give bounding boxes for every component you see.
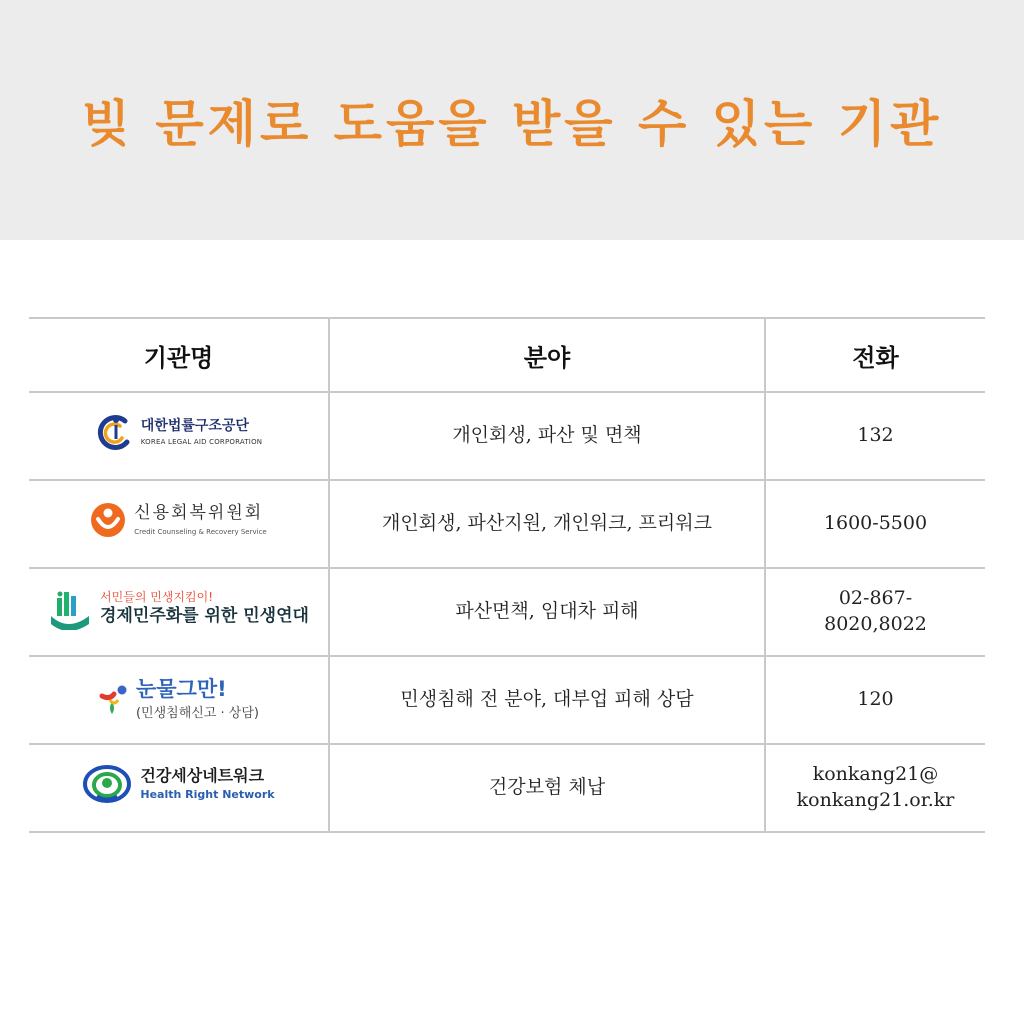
health-right-name: 건강세상네트워크 — [140, 766, 265, 786]
organization-cell — [29, 744, 329, 832]
phone-cell — [765, 656, 985, 744]
field-cell: 개인회생, 파산지원, 개인워크, 프리워크 — [329, 480, 765, 568]
health-right-logo — [82, 764, 274, 804]
organization-cell — [29, 656, 329, 744]
legal-aid-subtitle: KOREA LEGAL AID CORPORATION — [140, 438, 263, 447]
organizations-table — [29, 317, 985, 833]
table-row — [29, 656, 985, 744]
field-cell: 개인회생, 파산 및 면책 — [329, 392, 765, 480]
phone-line: 132 — [857, 424, 894, 447]
organization-cell — [29, 480, 329, 568]
legal-aid-logo-icon — [95, 413, 133, 451]
table-row — [29, 744, 985, 832]
field-cell: 파산면책, 임대차 피해 — [329, 568, 765, 656]
minsaeng-logo-icon — [48, 586, 92, 630]
health-right-subtitle: Health Right Network — [140, 788, 275, 802]
health-right-logo-icon — [82, 764, 132, 804]
phone-line: konkang21.or.kr — [796, 789, 955, 811]
tears-stop-logo-icon — [98, 680, 128, 718]
phone-line: 1600-5500 — [823, 512, 928, 535]
field-cell: 민생침해 전 분야, 대부업 피해 상담 — [329, 656, 765, 744]
tears-stop-subtitle: (민생침해신고 · 상담) — [135, 706, 259, 722]
phone-line: 120 — [857, 688, 894, 711]
phone-cell — [765, 392, 985, 480]
phone-cell — [765, 480, 985, 568]
minsaeng-logo — [48, 586, 309, 630]
credit-recovery-logo — [90, 502, 267, 538]
credit-recovery-logo-icon — [90, 502, 126, 538]
tears-stop-logo — [98, 675, 259, 723]
title-banner — [0, 0, 1024, 240]
minsaeng-tagline: 서민들의 민생지킴이! — [100, 589, 214, 604]
table-row — [29, 568, 985, 656]
phone-cell — [765, 744, 985, 832]
table-header-row — [29, 318, 985, 392]
phone-line: 8020,8022 — [824, 613, 927, 635]
minsaeng-name: 경제민주화를 위한 민생연대 — [100, 605, 309, 626]
credit-recovery-name: 신용회복위원회 — [134, 503, 264, 524]
header-phone: 전화 — [765, 318, 985, 392]
page-title: 빚 문제로 도움을 받을 수 있는 기관 — [81, 95, 943, 153]
legal-aid-name: 대한법률구조공단 — [140, 417, 249, 434]
field-cell: 건강보험 체납 — [329, 744, 765, 832]
credit-recovery-subtitle: Credit Counseling & Recovery Service — [134, 528, 267, 537]
legal-aid-logo — [95, 413, 262, 451]
organization-cell — [29, 392, 329, 480]
header-field: 분야 — [329, 318, 765, 392]
table-row — [29, 480, 985, 568]
header-organization: 기관명 — [29, 318, 329, 392]
organization-cell — [29, 568, 329, 656]
phone-line: 02-867- — [838, 587, 913, 610]
table-row — [29, 392, 985, 480]
tears-stop-name: 눈물그만! — [135, 676, 227, 701]
phone-cell — [765, 568, 985, 656]
phone-line: konkang21@ — [812, 763, 939, 786]
